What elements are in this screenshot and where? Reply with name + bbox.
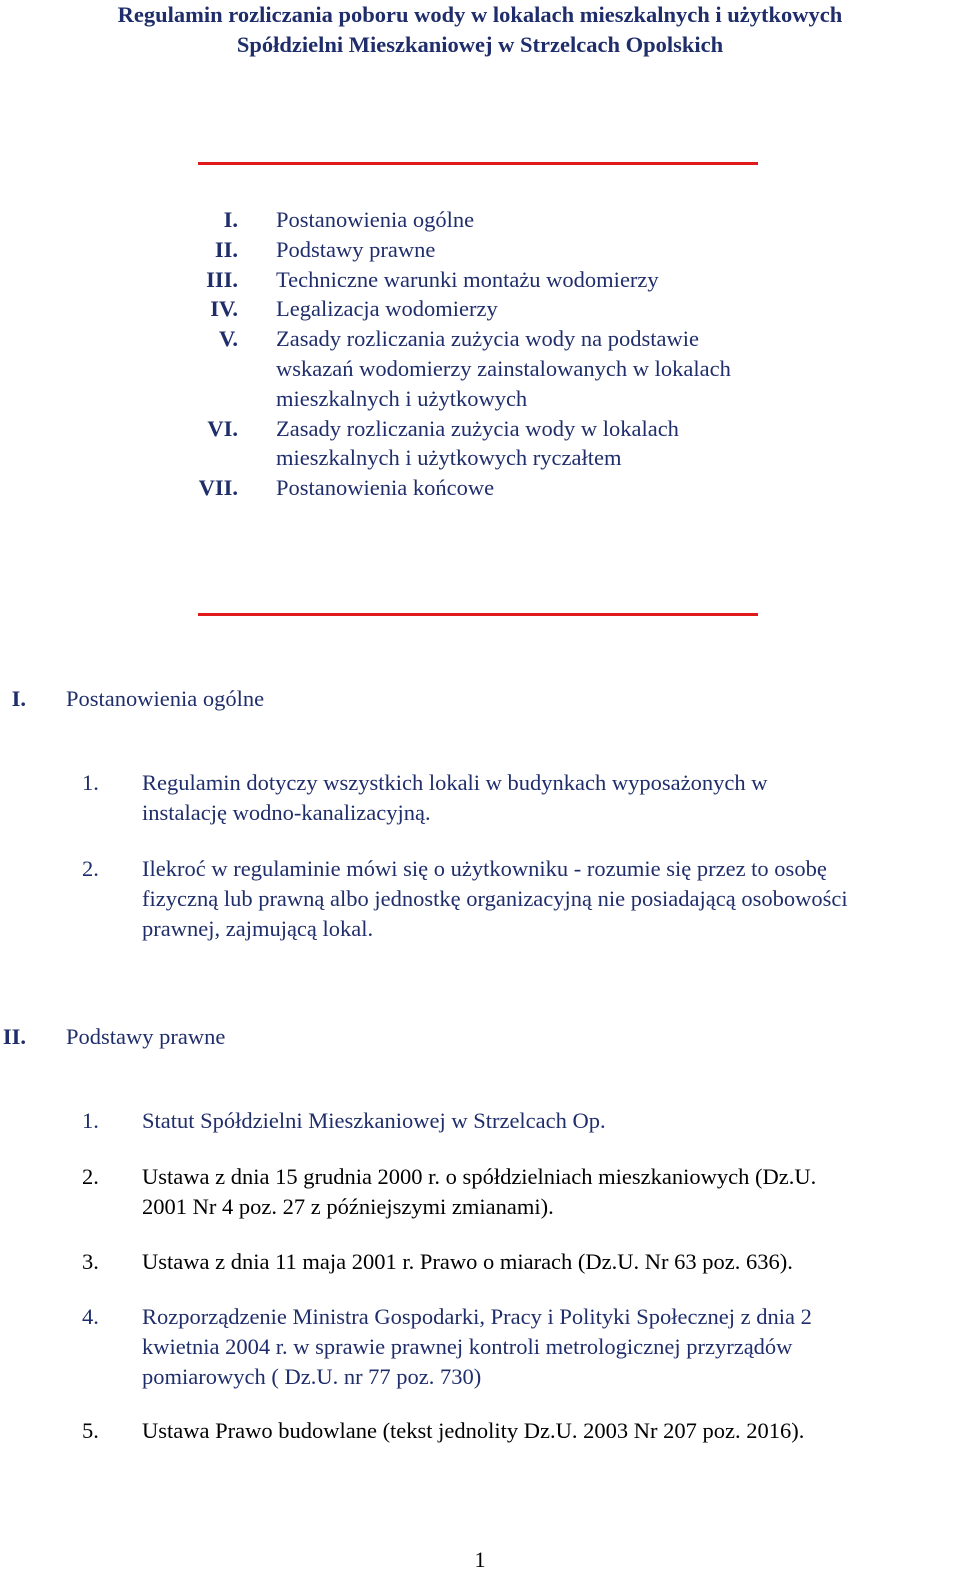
toc-item-number: IV. xyxy=(210,296,238,322)
list-item-line: Rozporządzenie Ministra Gospodarki, Pracy i Polityki Społecznej z dnia 2 xyxy=(142,1304,812,1329)
toc-item-title: Postanowienia ogólne xyxy=(276,207,475,232)
toc-item xyxy=(0,294,960,324)
list-item-text xyxy=(142,1247,960,1277)
bottom-red-divider xyxy=(198,613,758,616)
list-item-line: Ilekroć w regulaminie mówi się o użytkowniku - rozumie się przez to osobę xyxy=(142,856,827,881)
section-heading xyxy=(0,684,960,714)
section-title: Postanowienia ogólne xyxy=(66,686,265,711)
list-item-number: 1. xyxy=(82,1108,99,1133)
toc-item-number: II. xyxy=(214,236,238,262)
list-item-text xyxy=(142,1106,960,1136)
list-item-line: Ustawa z dnia 11 maja 2001 r. Prawo o miarach (Dz.U. Nr 63 poz. 636). xyxy=(142,1249,793,1274)
list-item-text xyxy=(142,1162,960,1222)
toc-item xyxy=(0,473,960,503)
list-item-number: 4. xyxy=(82,1304,99,1329)
list-item-text xyxy=(142,854,960,943)
list-item-number: 3. xyxy=(82,1249,99,1274)
list-item-text xyxy=(142,1416,960,1446)
list-item-line: Regulamin dotyczy wszystkich lokali w budynkach wyposażonych w xyxy=(142,770,768,795)
list-item xyxy=(0,1247,960,1277)
document-title-line-2: Spółdzielni Mieszkaniowej w Strzelcach Opolskich xyxy=(236,32,724,57)
section-title: Podstawy prawne xyxy=(66,1024,226,1049)
toc-item xyxy=(0,324,960,413)
toc-item xyxy=(0,235,960,265)
toc-item xyxy=(0,205,960,235)
toc-item-title: Zasady rozliczania zużycia wody na podstawie wskazań wodomierzy zainstalowanych w lokalach mieszkalnych i użytkowych xyxy=(276,326,731,411)
toc-item-number: VII. xyxy=(198,475,238,501)
toc-item-title: Techniczne warunki montażu wodomierzy xyxy=(276,266,659,292)
list-item-text xyxy=(142,768,960,828)
list-item-number: 5. xyxy=(82,1418,99,1443)
list-item-text xyxy=(142,1302,960,1391)
list-item-line: Ustawa Prawo budowlane (tekst jednolity Dz.U. 2003 Nr 207 poz. 2016). xyxy=(142,1418,805,1443)
list-item-line: Ustawa z dnia 15 grudnia 2000 r. o spółdzielniach mieszkaniowych (Dz.U. xyxy=(142,1164,817,1189)
toc-item xyxy=(0,265,960,295)
list-item-line: fizyczną lub prawną albo jednostkę organizacyjną nie posiadającą osobowości xyxy=(142,885,848,911)
list-item-line: Statut Spółdzielni Mieszkaniowej w Strzelcach Op. xyxy=(142,1108,606,1133)
list-item xyxy=(0,1162,960,1222)
list-item-number: 2. xyxy=(82,856,99,881)
list-item-line: 2001 Nr 4 poz. 27 z późniejszymi zmianami). xyxy=(142,1193,554,1219)
list-item xyxy=(0,768,960,828)
page-number: 1 xyxy=(474,1547,486,1572)
toc-item-title: Legalizacja wodomierzy xyxy=(276,296,498,322)
list-item xyxy=(0,1106,960,1136)
section-number: I. xyxy=(11,686,26,711)
list-item-line: pomiarowych ( Dz.U. nr 77 poz. 730) xyxy=(142,1363,482,1389)
toc-item-number: V. xyxy=(219,326,238,352)
toc-item-number: III. xyxy=(206,266,238,292)
table-of-contents xyxy=(0,205,960,503)
list-item-line: kwietnia 2004 r. w sprawie prawnej kontroli metrologicznej przyrządów xyxy=(142,1333,793,1359)
list-item xyxy=(0,854,960,943)
toc-item-number: VI. xyxy=(207,415,238,441)
list-item-number: 1. xyxy=(82,770,99,795)
document-title xyxy=(0,0,960,60)
section-number: II. xyxy=(2,1024,26,1049)
toc-item-title: Postanowienia końcowe xyxy=(276,475,495,501)
section-heading xyxy=(0,1022,960,1052)
document-title-line-1: Regulamin rozliczania poboru wody w lokalach mieszkalnych i użytkowych xyxy=(117,2,843,27)
list-item-line: prawnej, zajmującą lokal. xyxy=(142,915,374,941)
top-red-divider xyxy=(198,162,758,165)
toc-item xyxy=(0,414,960,474)
toc-item-title: Podstawy prawne xyxy=(276,236,436,262)
list-item xyxy=(0,1416,960,1446)
list-item-number: 2. xyxy=(82,1164,99,1189)
list-item-line: instalację wodno-kanalizacyjną. xyxy=(142,799,431,825)
list-item xyxy=(0,1302,960,1391)
toc-item-title: Zasady rozliczania zużycia wody w lokalach mieszkalnych i użytkowych ryczałtem xyxy=(276,415,679,471)
toc-item-number: I. xyxy=(223,207,238,232)
